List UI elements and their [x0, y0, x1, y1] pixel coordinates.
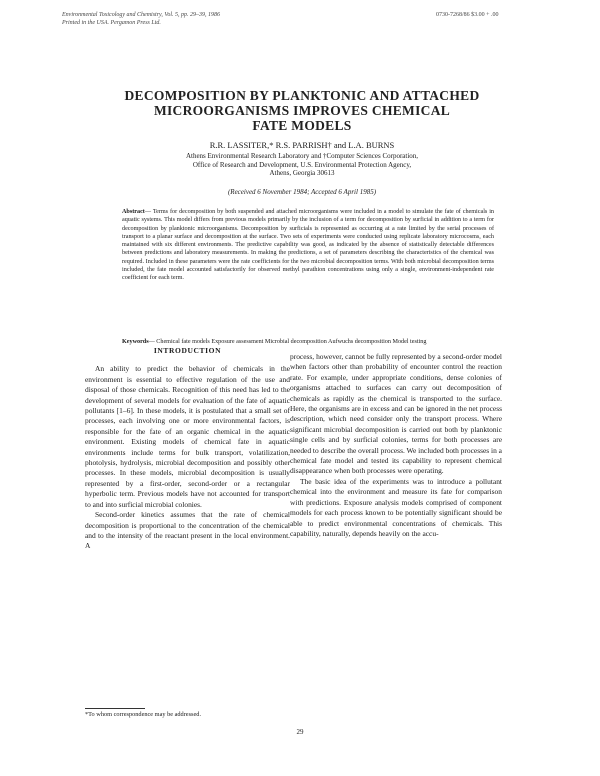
- journal-header: [62, 11, 322, 27]
- body-paragraph: An ability to predict the behavior of chemicals in the environment is essential to effective regulation of the use and disposal of those chemicals. Recognition of this need has led to the development of several models for evaluation of the fate of aquatic pollutants [1–6]. In these models, it is postulated that a small set of processes, each involving one or more environmental factors, is responsible for the fate of an organic chemical in the aquatic environment. Existing models of chemical fate in aquatic environments include terms for bulk transport, volatilization, photolysis, hydrolysis, microbial decomposition and possibly other processes. In these models, microbial decomposition is usually represented by a first-order, second-order or a rectangular hyperbolic term. Previous models have not accounted for transport to and into surficial microbial colonies.: [85, 364, 290, 509]
- issn-code: 0730-7268/86 $3.00 + .00: [436, 12, 499, 18]
- body-paragraph: The basic idea of the experiments was to introduce a pollutant chemical into the environment and measure its fate for comparison with predictions. Exposure analysis models comprised of component models for each process known to be potentially significant should be able to predict environmental concentrations of chemicals. This capability, naturally, depends heavily on the accu-: [290, 476, 502, 538]
- received-dates: (Received 6 November 1984; Accepted 6 April 1985): [227, 188, 377, 196]
- keywords-label: Keywords: [122, 339, 149, 345]
- abstract-label: Abstract: [122, 209, 145, 215]
- page-number: 29: [296, 728, 304, 736]
- publisher-line: Printed in the USA. Pergamon Press Ltd.: [62, 20, 161, 26]
- body-paragraph: process, however, cannot be fully represented by a second-order model when factors other than probability of encounter control the reaction rate. For example, under appropriate conditions, dense colonies of organisms attached to surfaces can carry out decomposition of chemicals as rapidly as the chemical is transported to the surface. Here, the organisms are in excess and can be ignored in the net process description, which need consider only the transport process. Where significant microbial decomposition is carried out both by planktonic single cells and by surficial colonies, terms for both processes are needed to describe the overall process. We included both processes in a chemical fate model and tested its capability to represent chemical disappearance when both processes were operating.: [290, 352, 502, 476]
- section-heading: INTRODUCTION: [153, 346, 222, 355]
- left-column: [85, 346, 290, 552]
- affiliation-line: Athens Environmental Research Laboratory and †Computer Sciences Corporation,: [185, 152, 419, 160]
- footnote-rule: [85, 708, 145, 709]
- title-line: MICROORGANISMS IMPROVES CHEMICAL: [153, 103, 451, 118]
- journal-citation: Environmental Toxicology and Chemistry, Vol. 5, pp. 29–39, 1986: [62, 12, 221, 18]
- title-line: FATE MODELS: [252, 118, 352, 133]
- keywords-text: — Chemical fate models Exposure assessment Microbial decomposition Aufwuchs decomposition Model testing: [148, 339, 427, 345]
- affiliation-line: Office of Research and Development, U.S. Environmental Protection Agency,: [192, 160, 412, 169]
- article-title: [80, 88, 524, 133]
- body-paragraph: Second-order kinetics assumes that the rate of chemical decomposition is proportional to the concentration of the chemical and to the intensity of the reactant present in the local environment. A: [85, 510, 290, 551]
- title-line: DECOMPOSITION BY PLANKTONIC AND ATTACHED: [124, 88, 480, 103]
- abstract: [122, 208, 494, 283]
- author-list: R.R. LASSITER,* R.S. PARRISH† and L.A. BURNS: [209, 140, 395, 150]
- right-column: [290, 352, 502, 539]
- affiliation-line: Athens, Georgia 30613: [269, 169, 335, 178]
- footnote: *To whom correspondence may be addressed.: [85, 711, 202, 718]
- abstract-text: — Terms for decomposition by both suspended and attached microorganisms were included in a model to simulate the fate of chemicals in aquatic systems. This model differs from previous models primarily by the inclusion of a term for decomposition by surficial in addition to a term for decomposition by planktonic microorganisms. Decomposition by surficials is represented as occurring at a rate limited by the serial processes of transport to a planar surface and decomposition at the surface. Two sets of experiments were conducted using replicate laboratory microcosms, each maintained with six different environments. The predictive capability was good, as indicated by the absence of statistically detectable differences between predictions and laboratory measurements. In making the predictions, a set of parameters describing the characteristics of the chemical was required. Included in these parameters were the rate coefficients for the two microbial decomposition terms. With both microbial decomposition terms included, the fate model accounted satisfactorily for observed methyl parathion concentrations using only a single, environment-independent rate coefficient for each term.: [122, 209, 494, 282]
- affiliation: [90, 152, 514, 178]
